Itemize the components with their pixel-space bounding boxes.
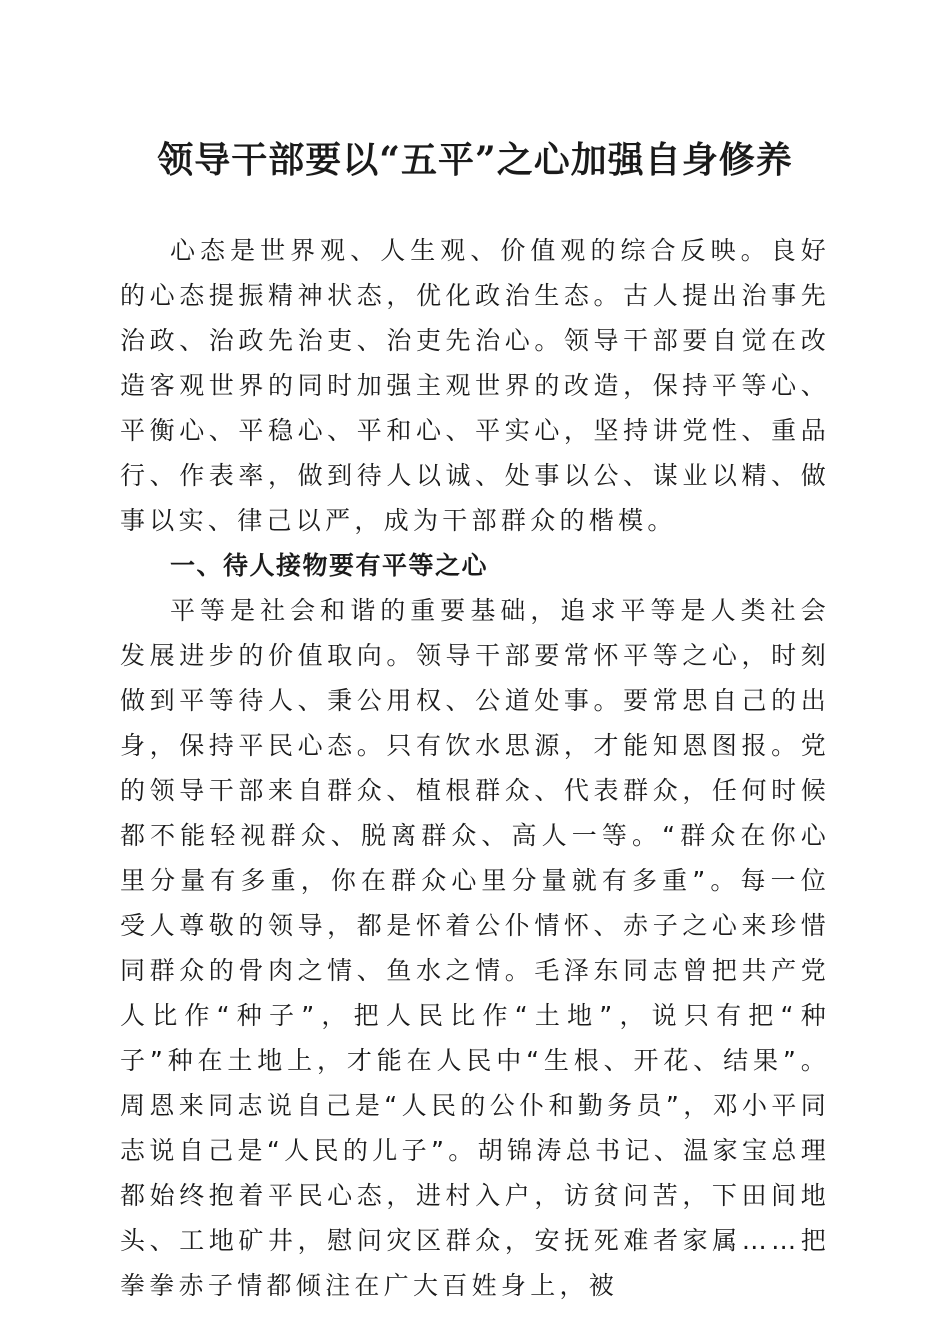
- section-heading: 一、待人接物要有平等之心: [170, 551, 489, 580]
- section-paragraph: 平等是社会和谐的重要基础，追求平等是人类社会发展进步的价值取向。领导干部要常怀平等之心，时刻做到平等待人、秉公用权、公道处事。要常思自己的出身，保持平民心态。只有饮水思源，才能知恩图报。党的领导干部来自群众、植根群众、代表群众，任何时候都不能轻视群众、脱离群众、高人一等。“群众在你心里分量有多重，你在群众心里分量就有多重”。每一位受人尊敬的领导，都是怀着公仆情怀、赤子之心来珍惜同群众的骨肉之情、鱼水之情。毛泽东同志曾把共产党人比作“种子”，把人民比作“土地”，说只有把“种子”种在土地上，才能在人民中“生根、开花、结果”。周恩来同志说自己是“人民的公仆和勤务员”，邓小平同志说自己是“人民的儿子”。胡锦涛总书记、温家宝总理都始终抱着平民心态，进村入户，访贫问苦，下田间地头、工地矿井，慰问灾区群众，安抚死难者家属……把拳拳赤子情都倾注在广大百姓身上，被: [120, 596, 830, 1300]
- intro-paragraph: 心态是世界观、人生观、价值观的综合反映。良好的心态提振精神状态，优化政治生态。古人提出治事先治政、治政先治吏、治吏先治心。领导干部要自觉在改造客观世界的同时加强主观世界的改造，保持平等心、平衡心、平稳心、平和心、平实心，坚持讲党性、重品行、作表率，做到待人以诚、处事以公、谋业以精、做事以实、律己以严，成为干部群众的楷模。: [120, 236, 830, 535]
- document-body: [120, 228, 830, 1308]
- document-title: 领导干部要以“五平”之心加强自身修养: [157, 139, 793, 181]
